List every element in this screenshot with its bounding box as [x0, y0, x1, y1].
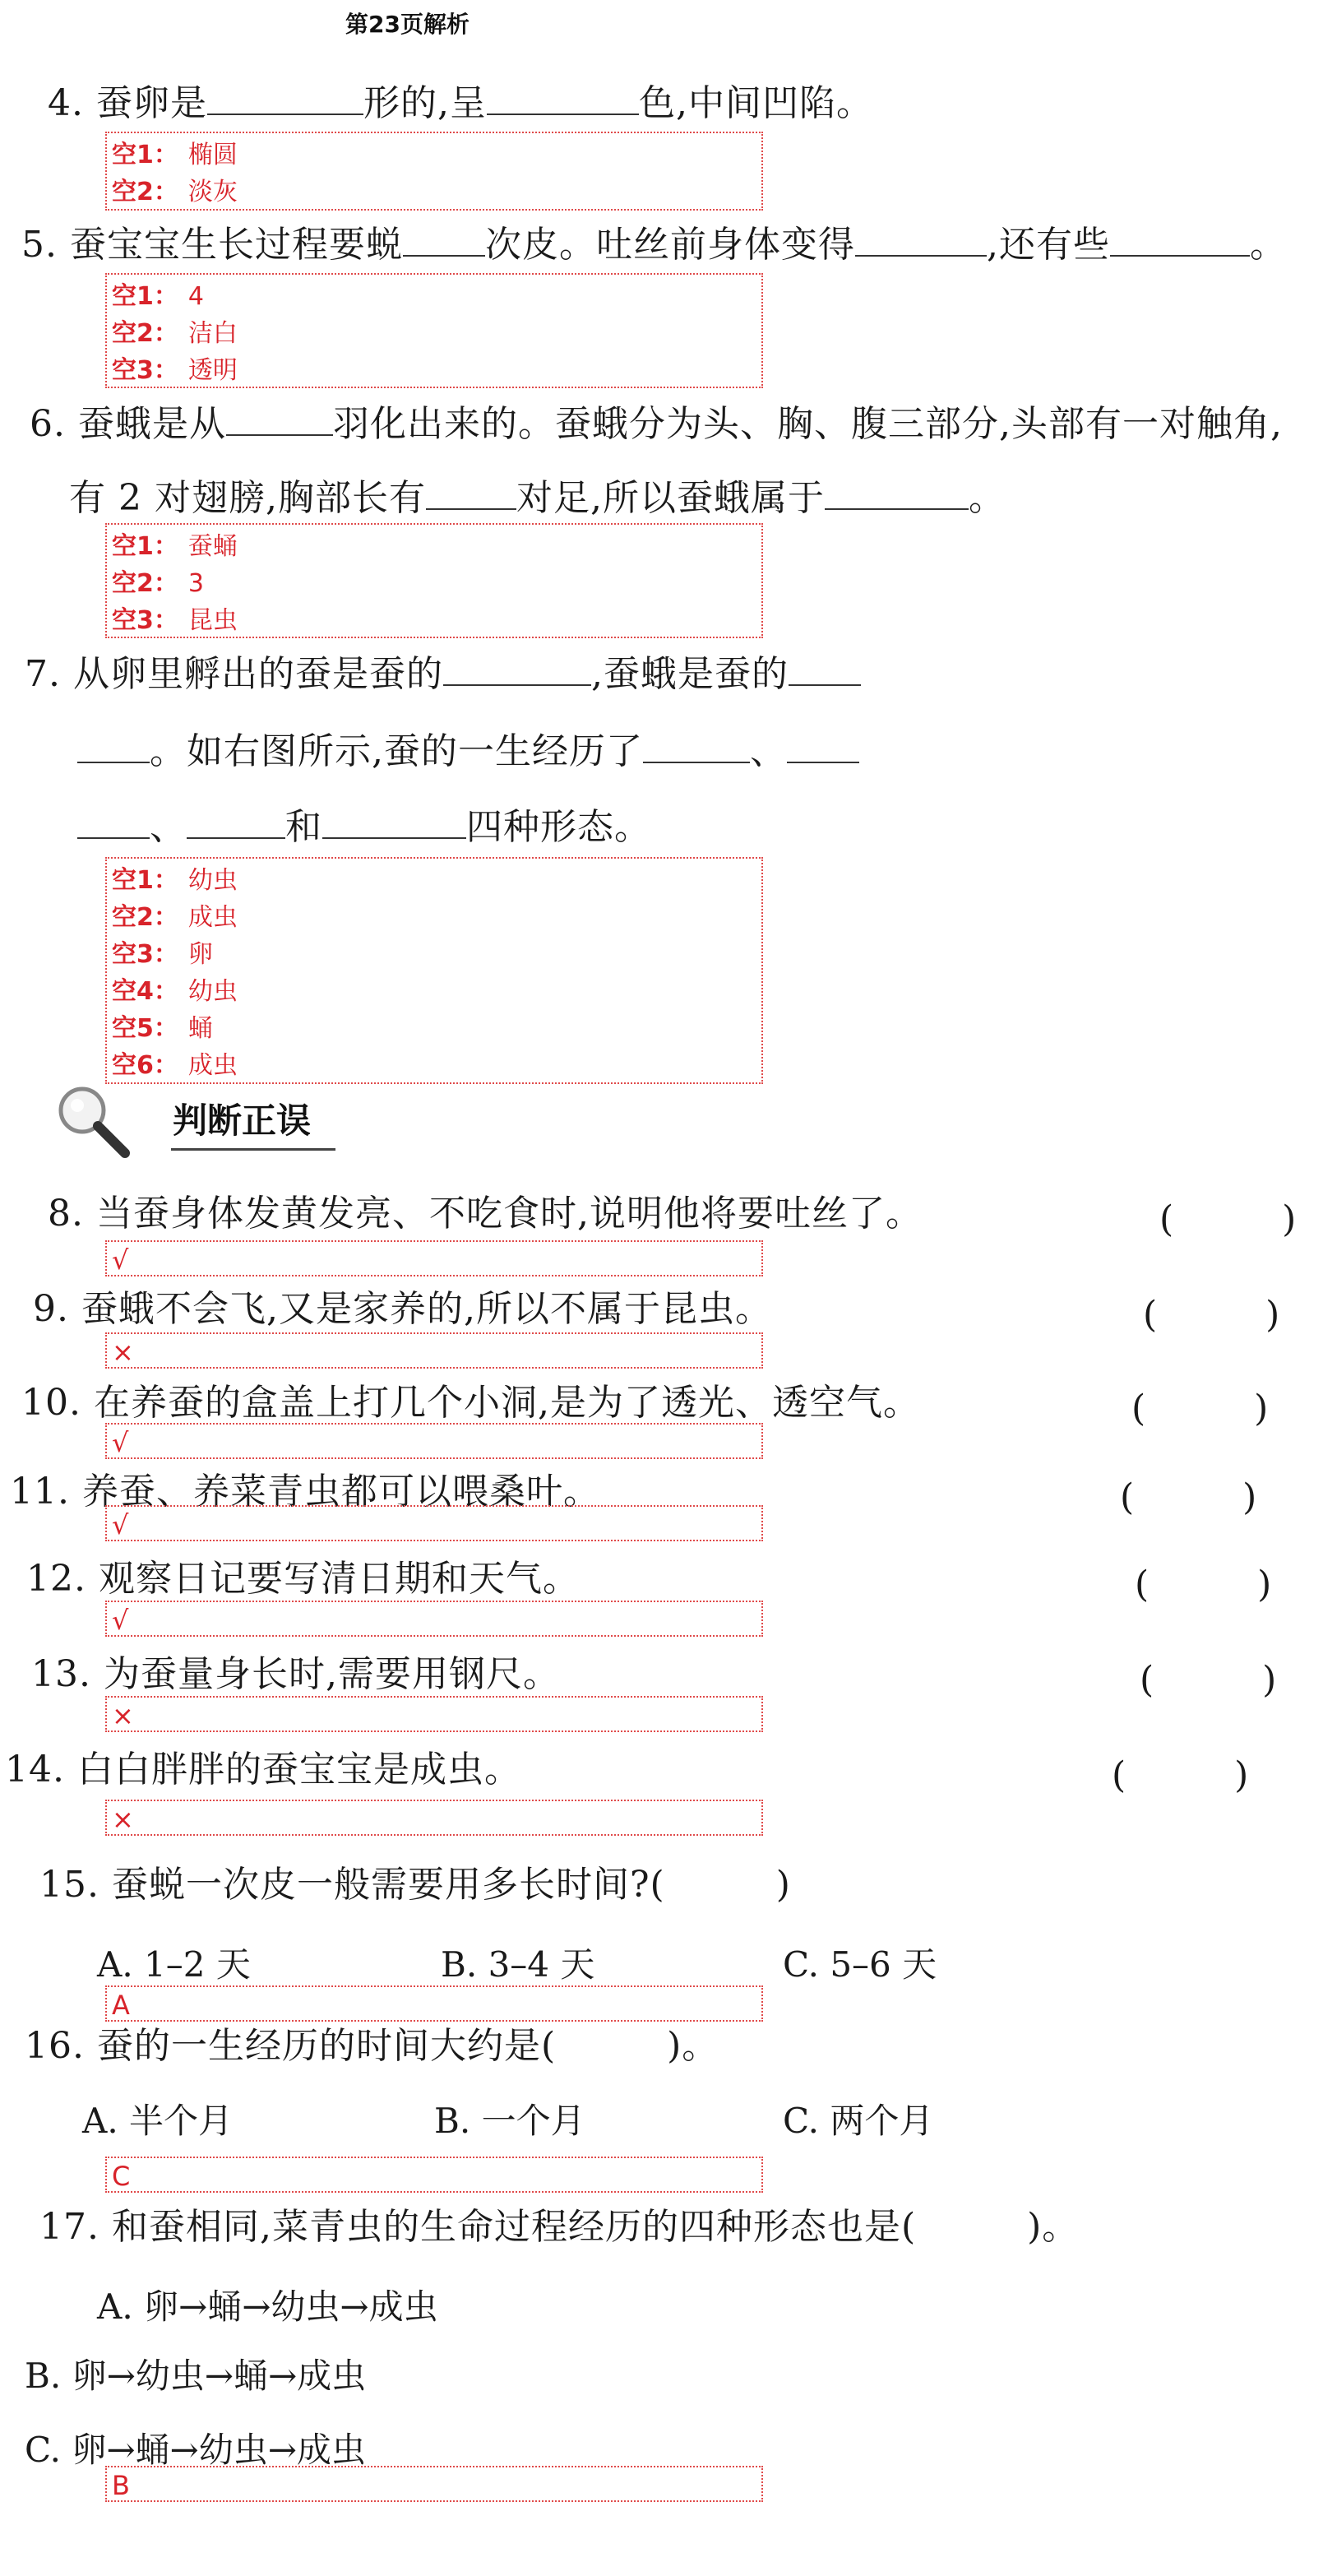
answer-box — [105, 1696, 763, 1732]
answer-blank — [643, 729, 750, 763]
answer-value: 椭圆 — [187, 141, 238, 169]
answer-blank — [426, 475, 516, 510]
question-4 — [48, 79, 873, 128]
option-c: C. 5–6 天 — [783, 1944, 937, 1985]
answer-box — [105, 1601, 763, 1637]
question-11: 11. 养蚕、养菜青虫都可以喂桑叶。 — [10, 1471, 600, 1513]
answer-value: × — [112, 1337, 134, 1368]
option-a: A. 半个月 — [82, 2101, 234, 2141]
answer-value: × — [112, 1804, 134, 1835]
answer-value: √ — [112, 1244, 129, 1276]
answer-value: A — [112, 1990, 130, 2021]
question-14: 14. 白白胖胖的蚕宝宝是成虫。 — [5, 1749, 521, 1791]
answer-paren: ( ) — [1120, 1476, 1257, 1518]
question-12: 12. 观察日记要写清日期和天气。 — [26, 1558, 580, 1600]
answer-value: 成虫 — [187, 903, 238, 932]
answer-value: 透明 — [187, 356, 238, 385]
answer-value: 淡灰 — [187, 178, 238, 206]
answer-blank — [207, 81, 363, 115]
page-title: 第23页解析 — [345, 11, 470, 38]
question-text: 色,中间凹陷。 — [638, 82, 873, 124]
answer-value: 蚕蛹 — [187, 532, 238, 561]
answer-value: 昆虫 — [187, 606, 238, 635]
question-5: 5. 蚕宝宝生长过程要蜕 次皮。吐丝前身体变得 ,还有些 。 — [21, 224, 1287, 266]
answer-paren: ( ) — [1112, 1754, 1249, 1796]
question-15: 15. 蚕蜕一次皮一般需要用多长时间?( ) — [39, 1864, 791, 1906]
answer-box — [105, 2466, 763, 2502]
answer-box: 空1： 蚕蛹 空2： 3 空3： 昆虫 — [105, 523, 763, 638]
answer-paren: ( ) — [1159, 1198, 1297, 1240]
answer-box — [105, 1800, 763, 1836]
question-9: 9. 蚕蛾不会飞,又是家养的,所以不属于昆虫。 — [33, 1288, 772, 1330]
option-b: B. 卵→幼虫→蛹→成虫 — [25, 2356, 367, 2396]
answer-blank — [443, 651, 591, 686]
answer-value: √ — [112, 1605, 129, 1636]
answer-paren: ( ) — [1131, 1388, 1269, 1429]
answer-blank — [487, 81, 639, 115]
section-title: 判断正误 — [173, 1100, 312, 1141]
answer-blank — [187, 804, 285, 839]
answer-box — [105, 2157, 763, 2193]
answer-value: √ — [112, 1509, 129, 1541]
answer-box — [105, 1985, 763, 2022]
question-10: 10. 在养蚕的盒盖上打几个小洞,是为了透光、透空气。 — [21, 1382, 920, 1424]
answer-box — [105, 1240, 763, 1276]
question-7-line-3: 、 和 四种形态。 — [77, 803, 651, 852]
option-c: C. 两个月 — [783, 2101, 934, 2141]
answer-paren: ( ) — [1143, 1294, 1280, 1336]
question-7-line-2: 。如右图所示,蚕的一生经历了 、 — [77, 727, 859, 776]
answer-value: 4 — [187, 282, 204, 311]
answer-blank — [855, 222, 987, 257]
answer-paren: ( ) — [1135, 1564, 1272, 1605]
answer-blank — [322, 804, 466, 839]
answer-value: C — [112, 2161, 131, 2192]
option-b: B. 3–4 天 — [441, 1944, 595, 1985]
answer-value: 3 — [187, 569, 204, 598]
option-a: A. 卵→蛹→幼虫→成虫 — [97, 2286, 438, 2327]
answer-blank — [787, 729, 859, 763]
question-6-line-2: 有 2 对翅膀,胸部长有 对足,所以蚕蛾属于 。 — [69, 477, 1006, 519]
answer-value: √ — [112, 1427, 129, 1458]
section-divider — [171, 1148, 335, 1151]
answer-value: 幼虫 — [187, 977, 238, 1006]
question-text: 形的,呈 — [363, 82, 487, 124]
option-a: A. 1–2 天 — [97, 1944, 251, 1985]
answer-value: 蛹 — [187, 1014, 213, 1043]
answer-box — [105, 1423, 763, 1459]
answer-blank — [403, 222, 485, 257]
answer-blank — [1110, 222, 1250, 257]
answer-box: 空1： 幼虫 空2： 成虫 空3： 卵 空4： 幼虫 空5： 蛹 空6： 成虫 — [105, 857, 763, 1084]
question-text: 4. 蚕卵是 — [48, 82, 207, 124]
question-8: 8. 当蚕身体发黄发亮、不吃食时,说明他将要吐丝了。 — [48, 1193, 923, 1235]
option-b: B. 一个月 — [434, 2101, 585, 2141]
question-17: 17. 和蚕相同,菜青虫的生命过程经历的四种形态也是( )。 — [39, 2206, 1080, 2248]
answer-blank — [77, 804, 150, 839]
question-16: 16. 蚕的一生经历的时间大约是( )。 — [25, 2025, 719, 2067]
answer-paren: ( ) — [1140, 1659, 1277, 1701]
answer-blank — [789, 651, 861, 686]
answer-value: 幼虫 — [187, 866, 238, 895]
answer-blank — [226, 401, 333, 436]
answer-value: × — [112, 1700, 134, 1731]
question-13: 13. 为蚕量身长时,需要用钢尺。 — [31, 1653, 560, 1695]
magnifier-icon — [53, 1081, 135, 1163]
answer-box: 空1： 椭圆 空2： 淡灰 — [105, 132, 763, 211]
answer-blank — [825, 475, 969, 510]
answer-box — [105, 1332, 763, 1369]
answer-value: B — [112, 2470, 130, 2501]
option-c: C. 卵→蛹→幼虫→成虫 — [25, 2430, 366, 2470]
question-6: 6. 蚕蛾是从 羽化出来的。蚕蛾分为头、胸、腹三部分,头部有一对触角, — [30, 403, 1283, 445]
answer-value: 成虫 — [187, 1051, 238, 1080]
question-7: 7. 从卵里孵出的蚕是蚕的 ,蚕蛾是蚕的 — [25, 650, 861, 699]
answer-value: 洁白 — [187, 319, 238, 348]
answer-value: 卵 — [187, 940, 213, 969]
answer-box: 空1： 4 空2： 洁白 空3： 透明 — [105, 273, 763, 388]
answer-box — [105, 1505, 763, 1541]
answer-blank — [77, 729, 150, 763]
